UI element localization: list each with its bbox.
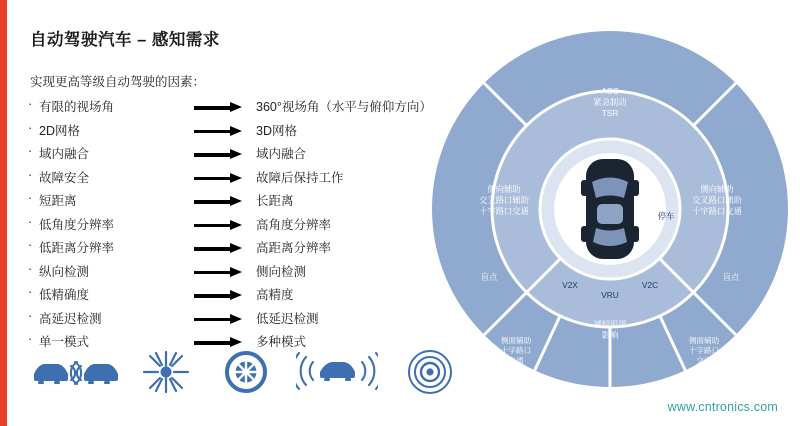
blind-spot-right-label: 盲点 [722,272,740,282]
rear-collision-label: 减轻追尾 影响 [593,319,627,340]
page-title: 自动驾驶汽车 – 感知需求 [30,31,220,49]
arrow-icon [194,267,246,278]
list-item-to: 多种模式 [256,335,307,349]
list-item [28,261,448,285]
list-item-to: 域内融合 [256,147,307,161]
car-topdown-icon [581,159,639,259]
arrow-icon [194,196,246,207]
list-item [28,214,448,238]
list-item-from: 低精确度 [39,288,90,302]
list-item-from: 有限的视场角 [39,100,115,114]
list-item-from: 高延迟检测 [39,311,102,326]
list-item-to: 低延迟检测 [256,311,319,326]
bullet-icon: · [28,332,33,346]
vru-label: VRU [601,290,619,300]
side-assist-rear-left-label: 侧面辅助 十字路口 交通 [500,336,532,365]
list-item [28,284,448,308]
list-item-to: 高距离分辨率 [256,241,332,255]
list-item-to: 高精度 [256,288,294,302]
list-item [28,167,448,191]
bullet-icon: · [28,238,33,252]
arrow-icon [194,102,246,113]
bullet-icon: · [28,191,33,205]
list-item-from: 故障安全 [39,170,90,185]
list-item-from: 域内融合 [39,147,90,161]
list-item [28,308,448,332]
list-item [28,96,448,120]
list-item-from: 纵向检测 [39,264,90,279]
two-cars-sensing-icon [30,348,122,397]
list-item-to: 侧向检测 [256,264,307,279]
bullet-icon: · [28,285,33,299]
list-item-to: 360°视场角（水平与俯仰方向） [256,100,432,114]
list-item-to: 3D网格 [256,123,297,138]
subtitle: 实现更高等级自动驾驶的因素： [30,75,206,89]
list-item-from: 低角度分辨率 [39,217,115,232]
bullet-icon: · [28,144,33,158]
arrow-icon [194,337,246,348]
list-item [28,143,448,167]
car-radar-waves-icon [296,348,378,397]
side-assist-rear-right-label: 侧面辅助 十字路口 交通 [688,336,720,365]
arrow-icon [194,173,246,184]
acc-sector-label: ACC 紧急制动 TSR [593,86,627,118]
v2c-label: V2C [641,280,659,290]
side-assist-left-sector-label: 侧向辅助 交叉路口辅助 十字路口交通 [479,184,529,216]
arrow-icon [194,290,246,301]
side-assist-right-sector-label: 侧向辅助 交叉路口辅助 十字路口交通 [692,184,742,216]
sun-glare-icon [140,348,192,401]
list-item-from: 短距离 [39,194,77,208]
icon-strip [30,348,450,396]
wheel-brake-icon [222,348,270,401]
list-item-to: 故障后保持工作 [256,170,344,185]
parking-label: 停车 [657,211,675,221]
v2x-label: V2X [562,280,578,290]
list-item-to: 长距离 [256,194,294,208]
blind-spot-left-label: 盲点 [480,272,498,282]
arrow-icon [194,126,246,137]
arrow-icon [194,220,246,231]
bullet-icon: · [28,261,33,276]
list-item-to: 高角度分辨率 [256,217,332,232]
bullet-icon: · [28,97,33,111]
arrow-icon [194,149,246,160]
list-item-from: 低距离分辨率 [39,241,115,255]
list-item [28,120,448,144]
accent-bar [0,0,7,426]
sensing-coverage-diagram [430,14,790,404]
list-item-from: 2D网格 [39,123,80,138]
bullet-icon: · [28,308,33,323]
watermark: www.cntronics.com [667,400,778,414]
bullet-icon: · [28,167,33,182]
list-item [28,237,448,261]
arrow-icon [194,314,246,325]
list-item [28,190,448,214]
bullet-icon: · [28,120,33,135]
requirements-list [28,96,448,355]
arrow-icon [194,243,246,254]
bullet-icon: · [28,214,33,229]
list-item-from: 单一模式 [39,335,90,349]
